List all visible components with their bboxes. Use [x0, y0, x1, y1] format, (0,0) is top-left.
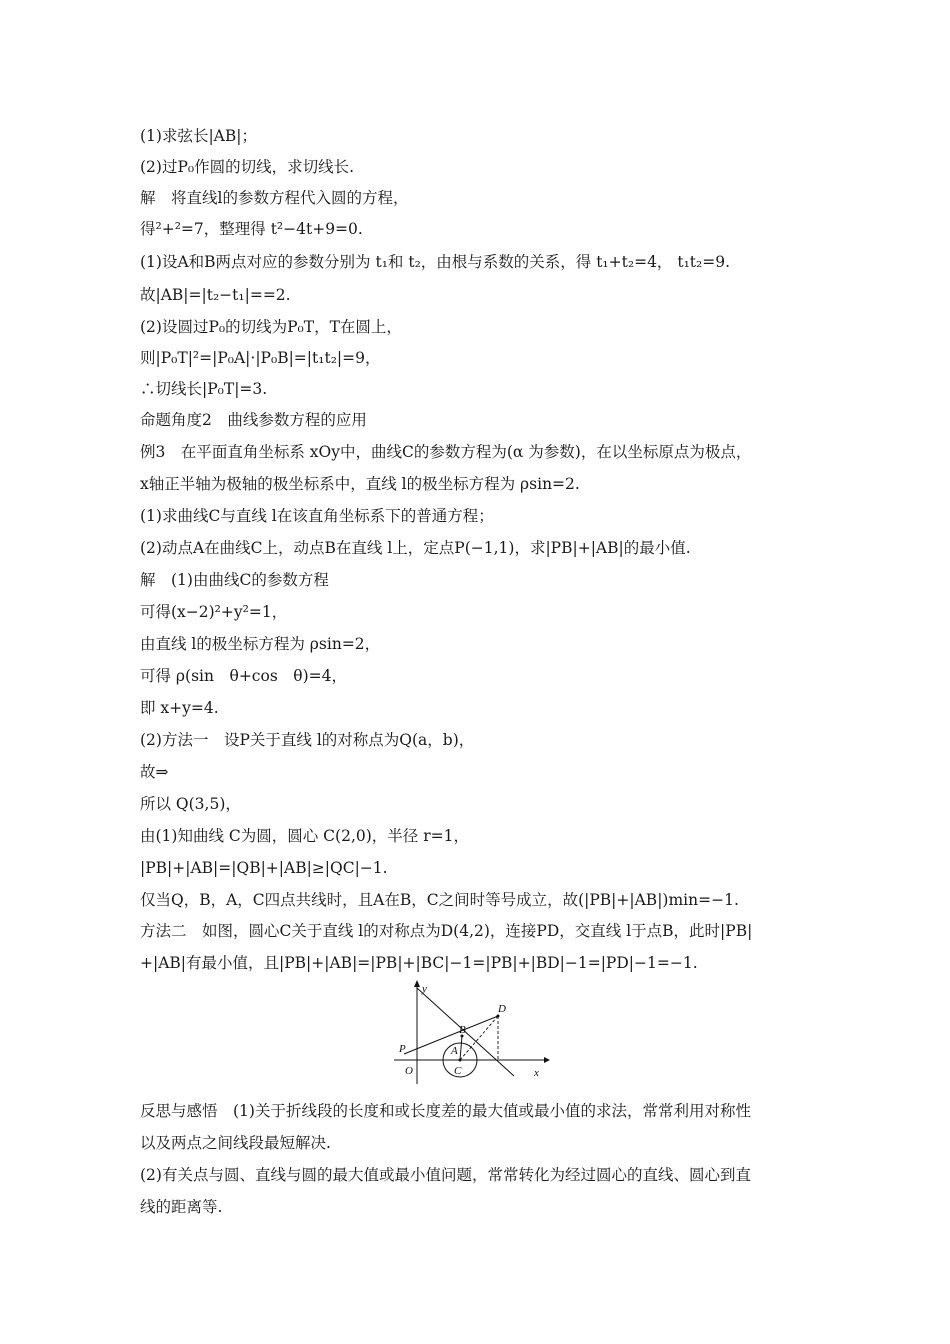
text-line-6: 故|AB|=|t₂−t₁|==2.: [140, 286, 291, 304]
text-line-19: 即 x+y=4.: [140, 699, 219, 717]
text-line-22: 所以 Q(3,5)，: [140, 795, 241, 813]
text-line-8: 则|P₀T|²=|P₀A|·|P₀B|=|t₁t₂|=9，: [140, 349, 381, 367]
text-line-3: 解 将直线l的参数方程代入圆的方程，: [140, 189, 409, 207]
text-line-30: (2)有关点与圆、直线与圆的最大值或最小值问题，常常转化为经过圆心的直线、圆心到直: [140, 1166, 751, 1184]
section-heading: 命题角度2 曲线参数方程的应用: [140, 411, 367, 429]
text-line-4: 得²+²=7，整理得 t²−4t+9=0.: [140, 220, 363, 238]
x-axis-arrow: [544, 1057, 550, 1063]
label-C: C: [454, 1065, 462, 1077]
text-line-20: (2)方法一 设P关于直线 l的对称点为Q(a，b)，: [140, 731, 475, 749]
text-line-7: (2)设圆过P₀的切线为P₀T，T在圆上，: [140, 318, 402, 336]
text-line-16: 可得(x−2)²+y²=1，: [140, 603, 288, 621]
text-line-24: |PB|+|AB|=|QB|+|AB|≥|QC|−1.: [140, 859, 388, 877]
text-line-28: 反思与感悟 (1)关于折线段的长度和或长度差的最大值或最小值的求法，常常利用对称性: [140, 1102, 751, 1120]
text-line-27: +|AB|有最小值，且|PB|+|AB|=|PB|+|BC|−1=|PB|+|BD|−1=|PD|−1=−1.: [140, 954, 698, 972]
text-line-31: 线的距离等.: [140, 1198, 223, 1216]
label-D: D: [498, 1003, 506, 1015]
text-line-11: 例3 在平面直角坐标系 xOy中，曲线C的参数方程为(α 为参数)，在以坐标原点为极点，: [140, 443, 752, 461]
text-line-29: 以及两点之间线段最短解决.: [140, 1134, 331, 1152]
text-line-1: (1)求弦长|AB|；: [140, 127, 257, 145]
text-line-15: 解 (1)由曲线C的参数方程: [140, 571, 329, 589]
text-line-5: (1)设A和B两点对应的参数分别为 t₁和 t₂，由根与系数的关系，得 t₁+t₂=4， t₁t₂=9.: [140, 253, 731, 271]
text-line-17: 由直线 l的极坐标方程为 ρsin=2，: [140, 635, 381, 653]
geometry-figure: [392, 978, 552, 1086]
point-C: [459, 1059, 462, 1062]
text-line-18: 可得 ρ(sin θ+cos θ)=4，: [140, 667, 347, 685]
label-A: A: [451, 1045, 458, 1057]
text-line-9: ∴切线长|P₀T|=3.: [140, 380, 268, 398]
label-B: B: [459, 1024, 466, 1036]
y-axis-arrow: [414, 980, 420, 987]
text-line-14: (2)动点A在曲线C上，动点B在直线 l上，定点P(−1,1)，求|PB|+|AB|的最小值.: [140, 539, 691, 557]
text-line-13: (1)求曲线C与直线 l在该直角坐标系下的普通方程；: [140, 507, 494, 525]
segment-BC: [460, 1036, 462, 1060]
segment-CD-dashed: [460, 1016, 498, 1060]
text-line-2: (2)过P₀作圆的切线，求切线长.: [140, 158, 355, 176]
label-x: x: [534, 1067, 539, 1079]
text-line-25: 仅当Q，B，A，C四点共线时，且A在B，C之间时等号成立，故(|PB|+|AB|)min=−1.: [140, 891, 739, 909]
text-line-26: 方法二 如图，圆心C关于直线 l的对称点为D(4,2)，连接PD，交直线 l于点B，此时|PB|: [140, 922, 753, 940]
label-P: P: [399, 1043, 406, 1055]
text-line-21: 故⇒: [140, 763, 169, 781]
text-line-12: x轴正半轴为极轴的极坐标系中，直线 l的极坐标方程为 ρsin=2.: [140, 475, 580, 493]
label-O: O: [405, 1065, 413, 1077]
label-y: y: [422, 983, 427, 995]
text-line-23: 由(1)知曲线 C为圆，圆心 C(2,0)，半径 r=1，: [140, 827, 469, 845]
